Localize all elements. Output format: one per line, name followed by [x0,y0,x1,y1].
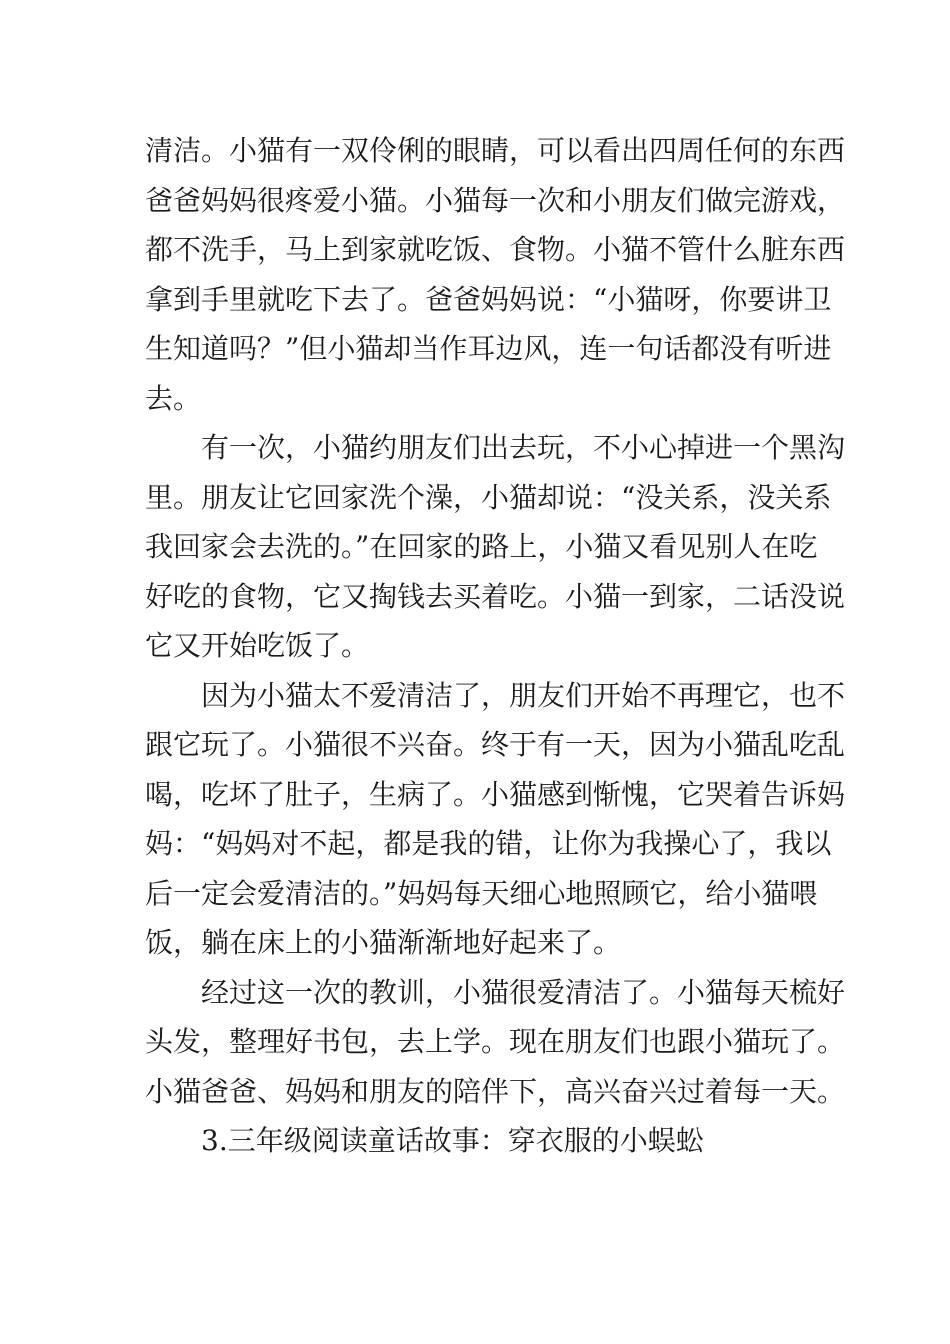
text-line: 妈：“妈妈对不起，都是我的错，让你为我操心了，我以 [145,827,832,860]
text-line: 有一次，小猫约朋友们出去玩，不小心掉进一个黑沟 [201,431,846,464]
text-line: 生知道吗？”但小猫却当作耳边风，连一句话都没有听进 [145,332,832,365]
paragraph-2 [145,423,846,671]
text-line: 后一定会爱清洁的。”妈妈每天细心地照顾它，给小猫喂 [145,876,818,910]
text-line: 经过这一次的教训，小猫很爱清洁了。小猫每天梳好 [201,975,846,1009]
text-line: 因为小猫太不爱清洁了，朋友们开始不再理它，也不 [201,678,846,712]
section-heading: 3.三年级阅读童话故事：穿衣服的小蜈蚣 [201,1124,704,1157]
text-line: 去。 [145,381,202,415]
text-line: 好吃的食物，它又掏钱去买着吃。小猫一到家，二话没说 [145,579,846,613]
text-line: 都不洗手，马上到家就吃饭、食物。小猫不管什么脏东西 [145,233,846,266]
paragraph-3 [145,671,846,968]
paragraph-1 [145,126,846,423]
text-line: 爸爸妈妈很疼爱小猫。小猫每一次和小朋友们做完游戏， [145,183,846,217]
text-line: 我回家会去洗的。”在回家的路上，小猫又看见别人在吃 [145,530,818,563]
text-line: 饭，躺在床上的小猫渐渐地好起来了。 [145,926,622,959]
text-line: 跟它玩了。小猫很不兴奋。终于有一天，因为小猫乱吃乱 [145,728,846,761]
text-line: 小猫爸爸、妈妈和朋友的陪伴下，高兴奋兴过着每一天。 [145,1074,846,1108]
text-line: 清洁。小猫有一双伶俐的眼睛，可以看出四周任何的东西 [145,134,846,167]
paragraph-4 [145,968,846,1117]
text-line: 喝，吃坏了肚子，生病了。小猫感到惭愧，它哭着告诉妈 [145,777,846,811]
text-line: 拿到手里就吃下去了。爸爸妈妈说：“小猫呀，你要讲卫 [145,282,832,316]
text-line: 里。朋友让它回家洗个澡，小猫却说：“没关系，没关系 [145,480,832,514]
text-line: 头发，整理好书包，去上学。现在朋友们也跟小猫玩了。 [145,1025,846,1058]
text-line: 它又开始吃饭了。 [145,629,370,662]
story-body [145,126,846,1166]
